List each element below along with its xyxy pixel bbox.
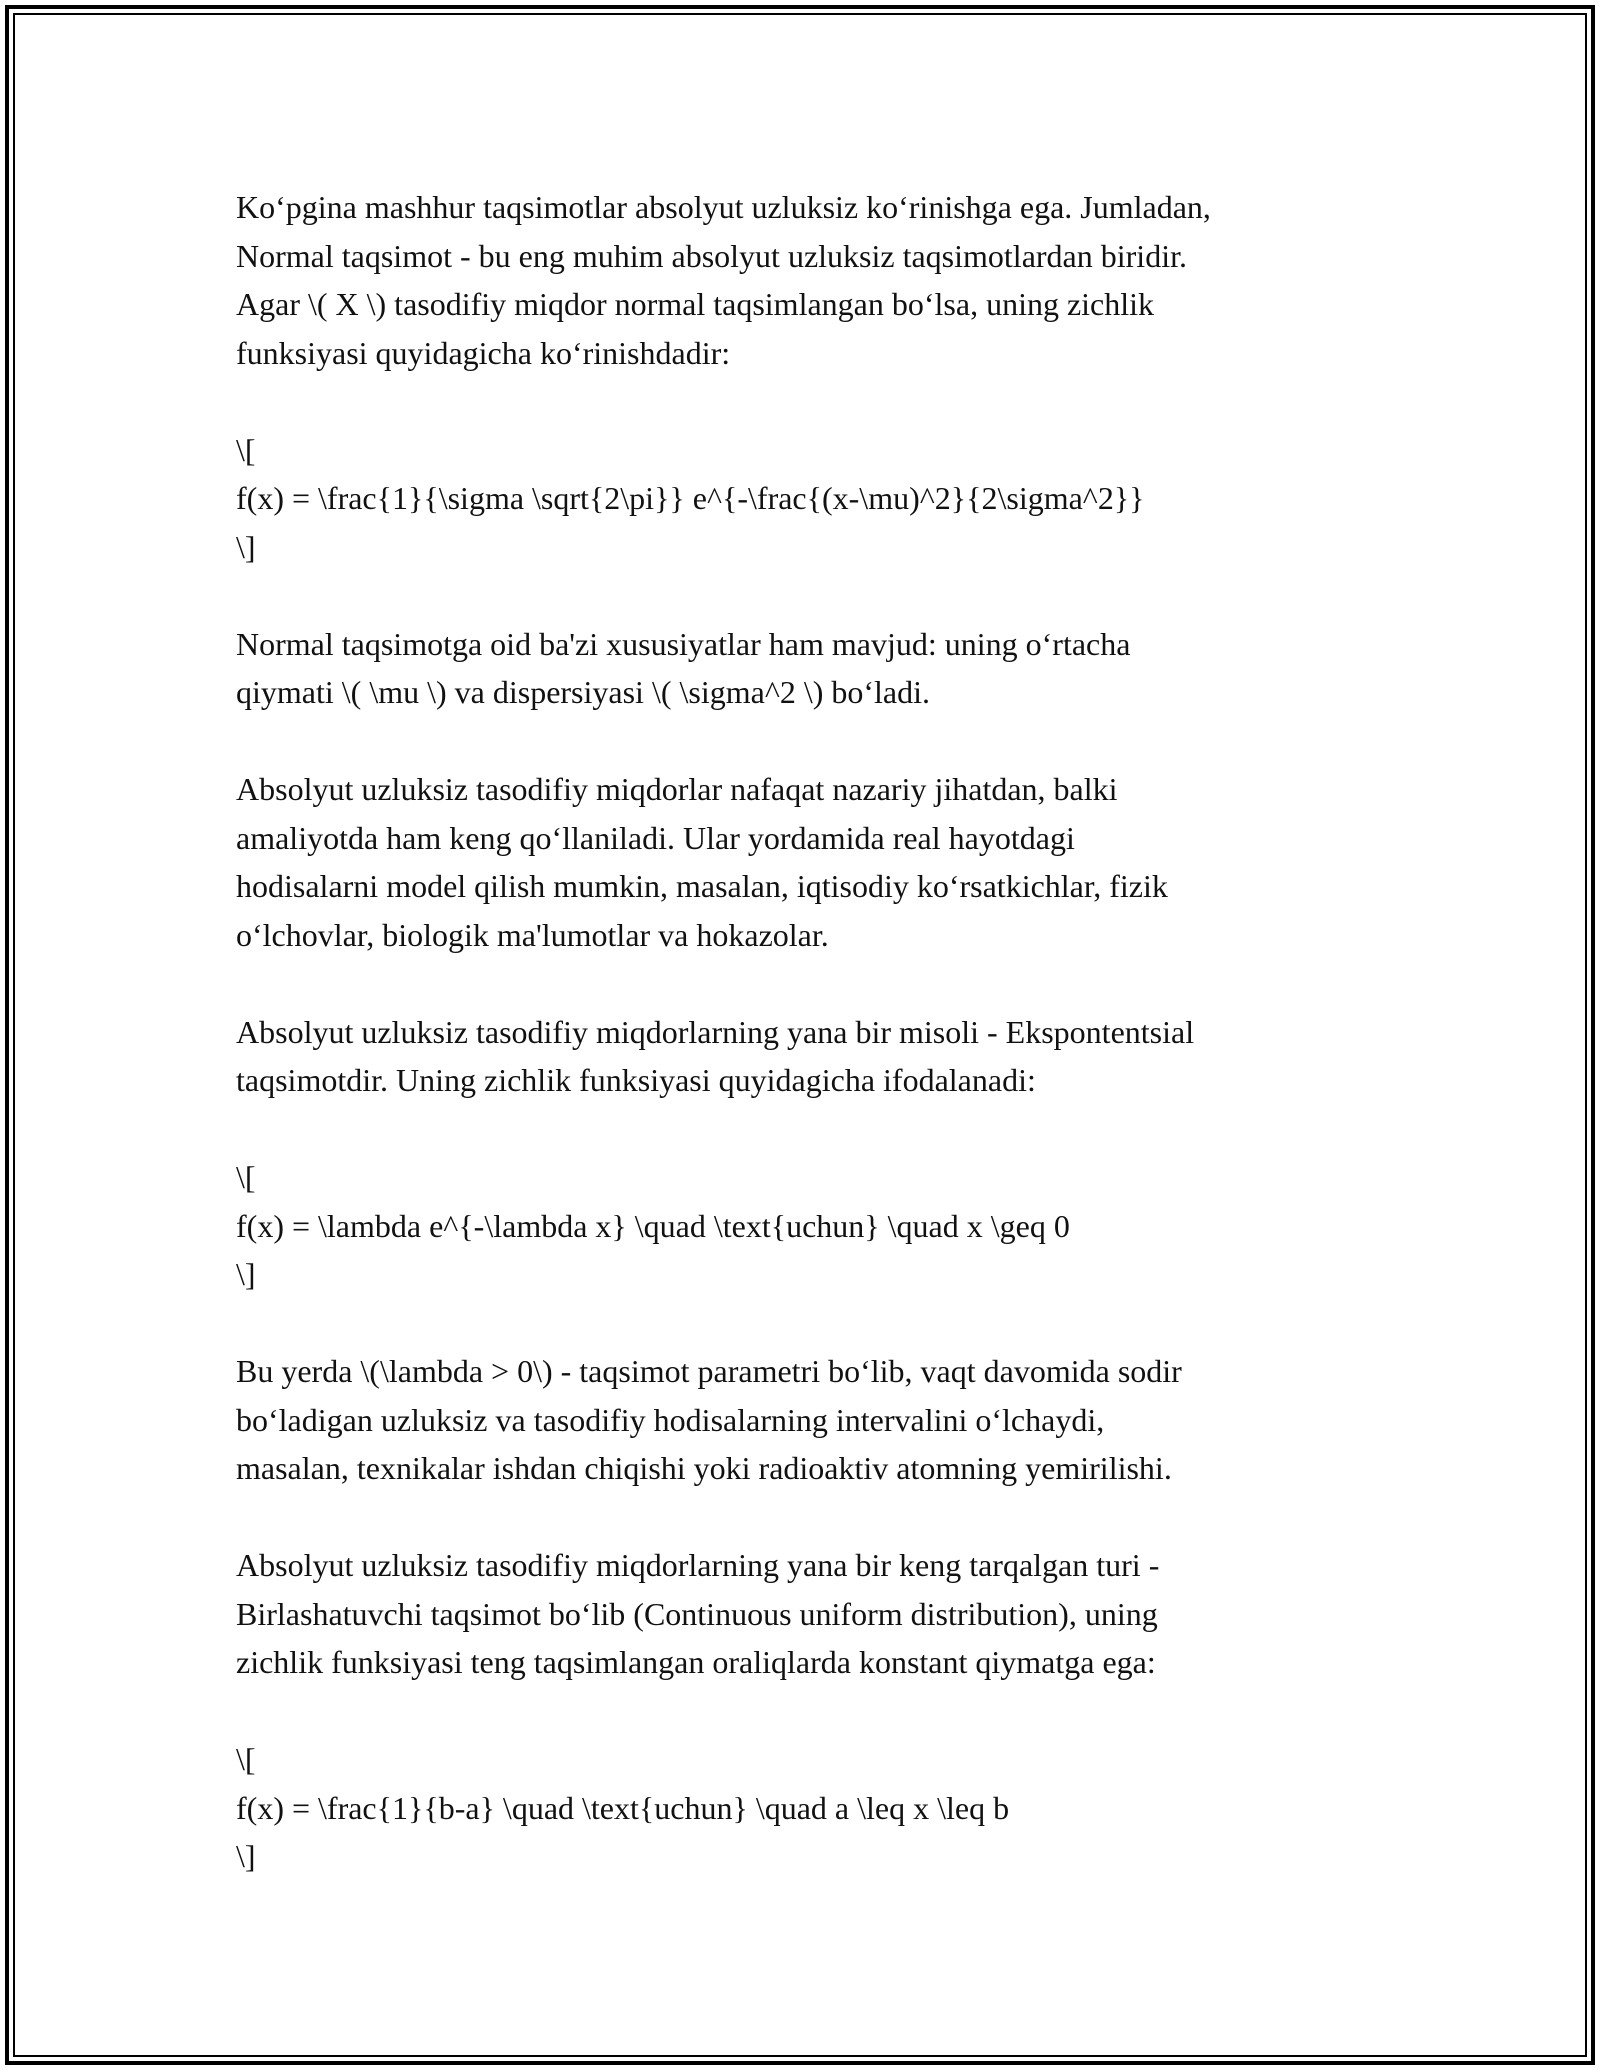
paragraph-exponential-parameter: Bu yerda \(\lambda > 0\) - taqsimot parametri boʻlib, vaqt davomida sodir boʻladigan uzluksiz va tasodifiy hodisalarning intervalini oʻlchaydi, masalan, texnikalar ishdan chiqishi yoki radioaktiv atomning yemirilishi. [236,1353,1182,1486]
paragraph-normal-properties: Normal taqsimotga oid ba'zi xususiyatlar ham mavjud: uning oʻrtacha qiymati \( \mu \) va dispersiyasi \( \sigma^2 \) boʻladi. [236,625,1131,710]
paragraph-exponential-intro: Absolyut uzluksiz tasodifiy miqdorlarning yana bir misoli - Ekspontentsial taqsimotdir. Uning zichlik funksiyasi quyidagicha ifodalanadi: [236,1013,1195,1098]
formula-uniform-density: \[ f(x) = \frac{1}{b-a} \quad \text{uchun} \quad a \leq x \leq b \] [236,1741,1010,1874]
formula-normal-density: \[ f(x) = \frac{1}{\sigma \sqrt{2\pi}} e^{-\frac{(x-\mu)^2}{2\sigma^2}} \] [236,431,1145,565]
document-body [236,183,1386,1881]
paragraph-uniform-intro: Absolyut uzluksiz tasodifiy miqdorlarning yana bir keng tarqalgan turi - Birlashatuvchi taqsimot boʻlib (Continuous uniform distribution), uning zichlik funksiyasi teng taqsimlangan oraliqlarda konstant qiymatga ega: [236,1547,1160,1680]
paragraph-applications: Absolyut uzluksiz tasodifiy miqdorlar nafaqat nazariy jihatdan, balki amaliyotda ham keng qoʻllaniladi. Ular yordamida real hayotdagi hodisalarni model qilish mumkin, masalan, iqtisodiy koʻrsatkichlar, fizik oʻlchovlar, biologik ma'lumotlar va hokazolar. [236,771,1168,953]
formula-exponential-density: \[ f(x) = \lambda e^{-\lambda x} \quad \text{uchun} \quad x \geq 0 \] [236,1159,1070,1292]
paragraph-normal-intro: Koʻpgina mashhur taqsimotlar absolyut uzluksiz koʻrinishga ega. Jumladan, Normal taqsimot - bu eng muhim absolyut uzluksiz taqsimotlardan biridir. Agar \( X \) tasodifiy miqdor normal taqsimlangan boʻlsa, uning zichlik funksiyasi quyidagicha koʻrinishdadir: [236,189,1211,371]
